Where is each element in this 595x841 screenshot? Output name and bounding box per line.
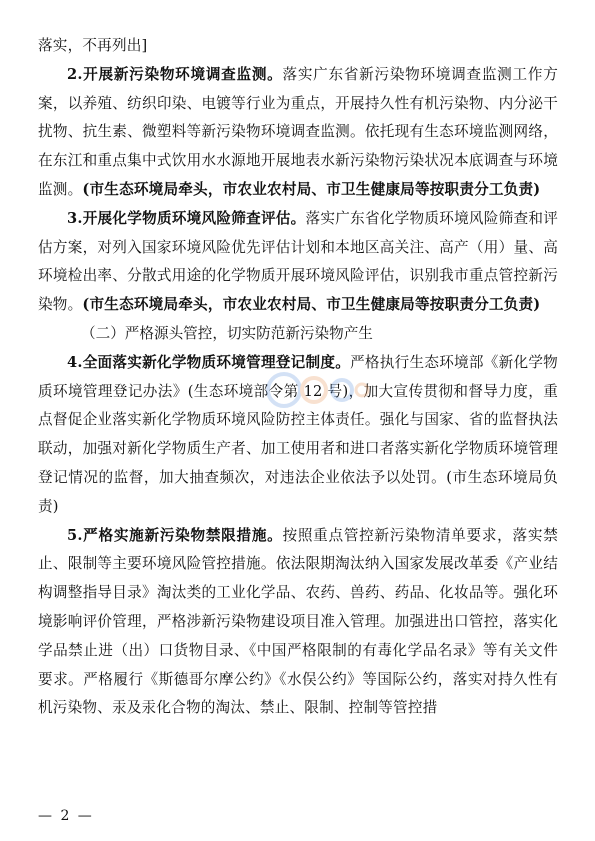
item-2-body: 落实广东省新污染物环境调查监测工作方案，以养殖、纺织印染、电镀等行业为重点，开展持久性有机污染物、内分泌干扰物、抗生素、微塑料等新污染物环境调查监测。依托现有生态环境监测网络，在东江和重点集中式饮用水水源地开展地表水新污染物污染状况本底调查与环境监测。: [38, 65, 558, 198]
paragraph-continuation: 落实，不再列出]: [38, 37, 148, 54]
item-3-title: 3.开展化学物质环境风险筛查评估。: [67, 209, 306, 227]
paragraph-item-2: [38, 61, 558, 205]
item-5-body: 按照重点管控新污染物清单要求，落实禁止、限制等主要环境风险管控措施。依法限期淘汰纳入国家发展改革委《产业结构调整指导目录》淘汰类的工业化学品、农药、兽药、药品、化妆品等。强化环境影响评价管理，严格涉新污染物建设项目准入管理。加强进出口管控，落实化学品禁止进（出）口货物目录、《中国严格限制的有毒化学品名录》等有关文件要求。严格履行《斯德哥尔摩公约》《水俣公约》等国际公约，落实对持久性有机污染物、汞及汞化合物的淘汰、禁止、限制、控制等管控措: [38, 526, 558, 717]
item-2-title: 2.开展新污染物环境调查监测。: [67, 65, 283, 83]
paragraph-item-4: [38, 349, 558, 522]
item-3-body: 落实广东省化学物质环境风险筛查和评估方案，对列入国家环境风险优先评估计划和本地区高关注、高产（用）量、高环境检出率、分散式用途的化学物质开展环境风险评估，识别我市重点管控新污染物。: [38, 209, 559, 314]
document-page: [38, 32, 558, 723]
item-4-responsibility: (市生态环境局负责): [38, 468, 559, 515]
section-heading-2: （二）严格源头管控，切实防范新污染物产生: [81, 324, 373, 342]
item-3-responsibility: (市生态环境局牵头，市农业农村局、市卫生健康局等按职责分工负责): [82, 296, 541, 314]
item-4-body: 严格执行生态环境部《新化学物质环境管理登记办法》(生态环境部令第 12 号)，加大宣传贯彻和督导力度，重点督促企业落实新化学物质环境风险防控主体责任。强化与国家、省的监督执法联动，加强对新化学物质生产者、加工使用者和进口者落实新化学物质环境管理登记情况的监督，加大抽查频次，对违法企业依法予以处罚。: [38, 353, 558, 486]
page-number: — 2 —: [38, 808, 94, 824]
paragraph-item-3: [38, 205, 558, 320]
item-5-title: 5.严格实施新污染物禁限措施。: [67, 526, 283, 544]
item-2-responsibility: (市生态环境局牵头，市农业农村局、市卫生健康局等按职责分工负责): [82, 180, 541, 198]
item-4-title: 4.全面落实新化学物质环境管理登记制度。: [67, 353, 351, 371]
paragraph-item-5: [38, 522, 558, 724]
